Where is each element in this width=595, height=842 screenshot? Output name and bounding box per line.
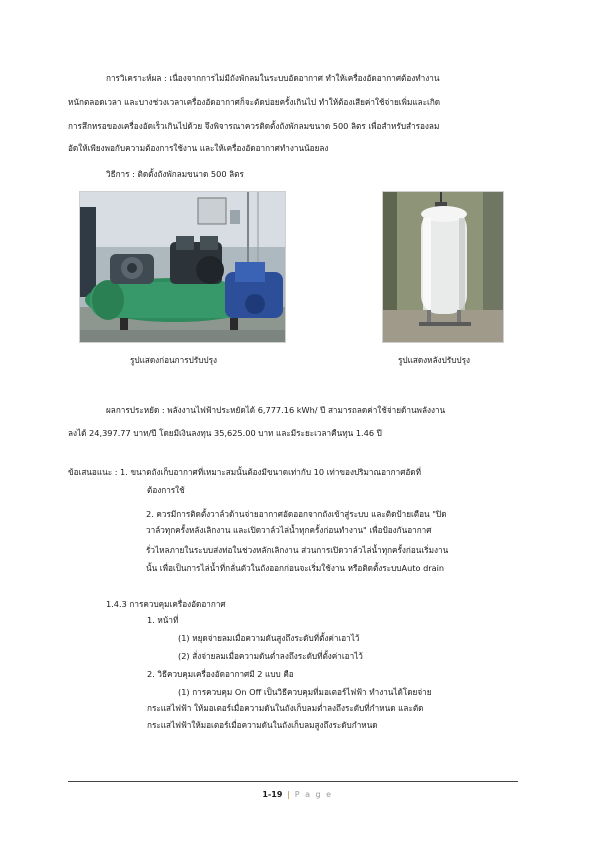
analysis-line-2: หนักตลอดเวลา และบางช่วงเวลาเครื่องอัดอากาศก็จะตัดบ่อยครั้งเกินไป ทำให้ต้องเสียค่าใช้จ่ายเพิ่มและเกิด [68,97,441,107]
result-line-2: ลงได้ 24,397.77 บาท/ปี โดยมีเงินลงทุน 35,625.00 บาท และมีระยะเวลาคืนทุน 1.46 ปี [68,428,382,438]
before-photo-caption: รูปแสดงก่อนการปรับปรุง [130,355,217,365]
before-improvement-photo [79,191,286,343]
footer-divider [68,781,518,782]
suggestion-line-4: วาล์วทุกครั้งหลังเลิกงาน และเปิดวาล์วไล่น้ำทุกครั้งก่อนทำงาน" เพื่อป้องกันอากาศ [146,525,432,535]
suggestion-line-5: รั่วไหลภายในระบบส่งท่อในช่วงหลักเลิกงาน ส่วนการเปิดวาล์วไล่น้ำทุกครั้งก่อนเริ่มงาน [146,545,449,555]
section-item-1b: (2) สั่งจ่ายลมเมื่อความดันต่ำลงถึงระดับที่ตั้งค่าเอาไว้ [178,651,363,661]
footer-separator: | [287,790,290,799]
page-number: 1-19 [262,790,283,799]
result-line-1: ผลการประหยัด : พลังงานไฟฟ้าประหยัดได้ 6,777.16 kWh/ ปี สามารถลดค่าใช้จ่ายด้านพลังงาน [106,405,446,415]
section-item-2: 2. วิธีควบคุมเครื่องอัดอากาศมี 2 แบบ คือ [147,669,294,679]
section-item-1a: (1) หยุดจ่ายลมเมื่อความดันสูงถึงระดับที่ตั้งค่าเอาไว้ [178,633,360,643]
after-improvement-photo [382,191,504,343]
page-footer [0,790,595,799]
section-item-1: 1. หน้าที่ [147,615,179,625]
suggestion-line-6: นั้น เพื่อเป็นการไล่น้ำที่กลั่นตัวในถังออกก่อนจะเริ่มใช้งาน หรือติดตั้งระบบAuto drain [146,563,445,573]
suggestion-line-1: ข้อเสนอแนะ : 1. ขนาดถังเก็บอากาศที่เหมาะสมนั้นต้องมีขนาดเท่ากับ 10 เท่าของปริมาณอากาศอัดที่ [68,467,422,477]
suggestion-line-3: 2. ควรมีการติดตั้งวาล์วด้านจ่ายอากาศอัดออกจากถังเข้าสู่ระบบ และติดป้ายเตือน "ปิด [146,509,447,519]
analysis-line-3: การสึกหรอของเครื่องอัดเร็วเกินไปด้วย จึงพิจารณาควรติดตั้งถังพักลมขนาด 500 ลิตร เพื่อสำหรับสำรองลม [68,121,440,131]
section-item-2a-line-3: กระแสไฟฟ้าให้มอเตอร์เมื่อความดันในถังเก็บลมสูงถึงระดับกำหนด [147,720,378,730]
page-label: P a g e [294,790,333,799]
after-photo-caption: รูปแสดงหลังปรับปรุง [398,355,470,365]
method-heading: วิธีการ : ติดตั้งถังพักลมขนาด 500 ลิตร [106,169,244,179]
suggestion-line-2: ต้องการใช้ [147,485,185,495]
section-heading: 1.4.3 การควบคุมเครื่องอัดอากาศ [106,599,226,609]
analysis-line-1: การวิเคราะห์ผล : เนื่องจากการไม่มีถังพักลมในระบบอัดอากาศ ทำให้เครื่องอัดอากาศต้องทำงาน [106,73,440,83]
section-item-2a-line-2: กระแสไฟฟ้า ให้มอเตอร์เมื่อความดันในถังเก็บลมต่ำลงถึงระดับที่กำหนด และตัด [147,703,424,713]
section-item-2a-line-1: (1) การควบคุม On Off เป็นวิธีควบคุมที่มอเตอร์ไฟฟ้า ทำงานได้โดยจ่าย [178,687,432,697]
analysis-line-4: อัดให้เพียงพอกับความต้องการใช้งาน และให้เครื่องอัดอากาศทำงานน้อยลง [68,143,329,153]
